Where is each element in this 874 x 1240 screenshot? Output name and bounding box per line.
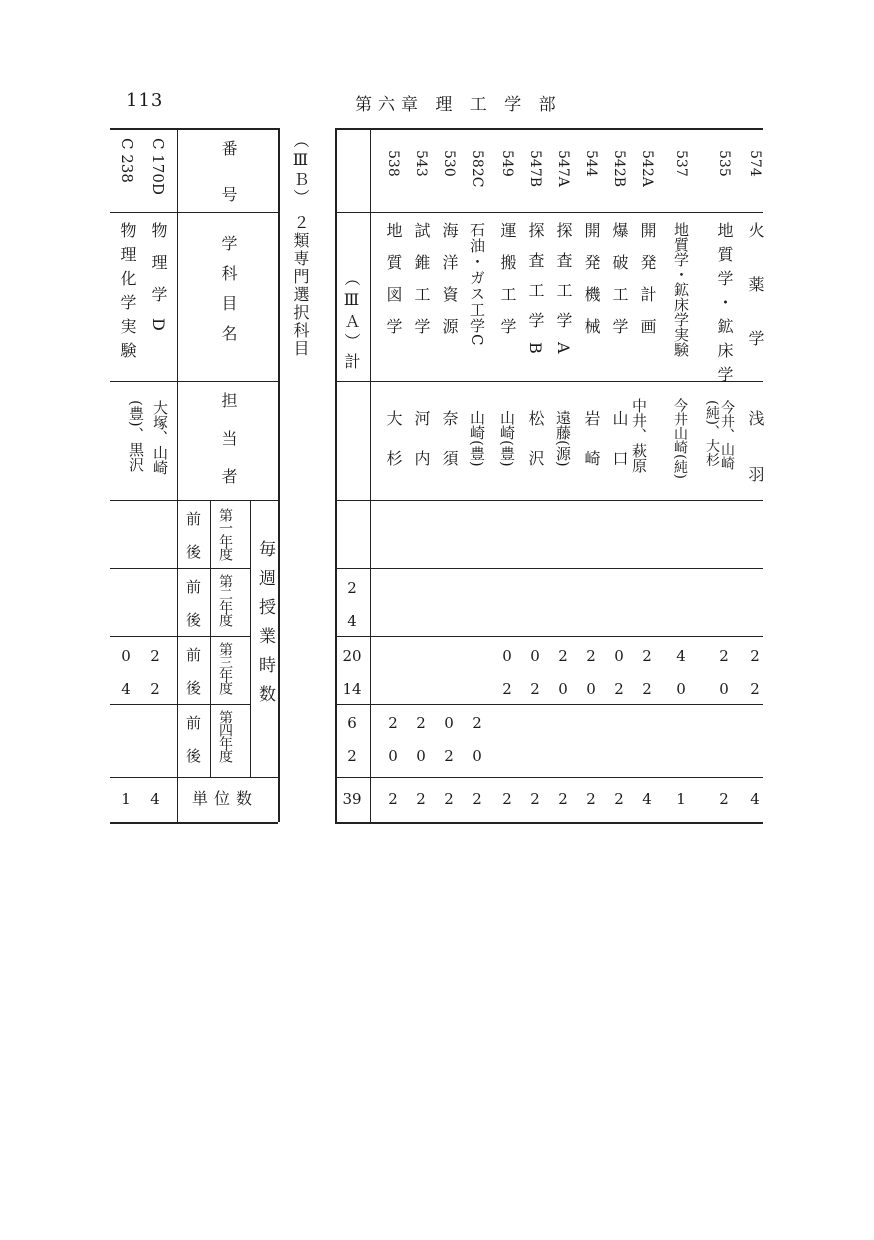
y3-zen-value: 2 — [750, 647, 760, 665]
course-number: 582C — [469, 150, 485, 188]
course-name: 地質図学 — [384, 222, 403, 350]
section-title: （ⅢＢ） ２類専門選択科目 — [291, 132, 310, 359]
course-number: 538 — [385, 150, 401, 177]
course-teacher: 遠藤(源) — [554, 410, 572, 467]
total-y2-zen: 2 — [347, 579, 357, 597]
y3-go-value: 0 — [586, 680, 596, 698]
course-number: 542A — [639, 150, 655, 187]
label-go: 後 — [186, 747, 202, 765]
credits-value: 2 — [388, 790, 398, 808]
total-credits: 39 — [342, 790, 362, 808]
course-teacher: 河内 — [412, 410, 431, 490]
y4-go-value: 2 — [444, 747, 454, 765]
course-name: 石油・ガス工学C — [468, 222, 486, 347]
credits-value: 4 — [750, 790, 760, 808]
course-number: 537 — [673, 150, 689, 177]
y3-zen-value: 2 — [719, 647, 729, 665]
header-subject-name: 学科目名 — [219, 235, 238, 355]
header-year-1: 第一年度 — [217, 508, 233, 560]
y3-zen-value: 0 — [530, 647, 540, 665]
course-number: 547B — [527, 150, 543, 188]
credits-value: 2 — [558, 790, 568, 808]
header-credits: 単位数 — [192, 789, 259, 808]
course-number: 549 — [499, 150, 515, 177]
credits-value: 2 — [472, 790, 482, 808]
course-teacher: 山崎(豊) — [468, 410, 486, 467]
course-teacher: 岩崎 — [582, 410, 601, 490]
y3-go-value: 2 — [502, 680, 512, 698]
label-zen: 前 — [186, 646, 202, 664]
y3-go-value: 2 — [614, 680, 624, 698]
y3-zen-value: 0 — [502, 647, 512, 665]
y4-go-value: 0 — [416, 747, 426, 765]
course-teacher: 今井、山崎(純)、大杉 — [704, 400, 735, 470]
course-number: 574 — [747, 150, 763, 177]
course-name: 運搬工学 — [498, 222, 517, 350]
y4-zen-value: 2 — [416, 714, 426, 732]
course-number: 544 — [583, 150, 599, 177]
y3-go-value: 0 — [676, 680, 686, 698]
course-name: 火薬学 — [746, 222, 765, 384]
total-y4-zen: 6 — [347, 714, 357, 732]
course-name: 開発機械 — [582, 222, 601, 350]
y3-go-value: 0 — [558, 680, 568, 698]
chapter-title: 第六章 理 工 学 部 — [355, 95, 562, 115]
credits-value: 1 — [121, 790, 131, 808]
y3-zen-value: 2 — [558, 647, 568, 665]
y4-go-value: 0 — [388, 747, 398, 765]
y3-zen-value: 2 — [642, 647, 652, 665]
y3-zen-value: 2 — [586, 647, 596, 665]
label-zen: 前 — [186, 510, 202, 528]
course-name: 地質学・鉱床学 — [715, 222, 734, 390]
label-zen: 前 — [186, 578, 202, 596]
y4-zen-value: 2 — [472, 714, 482, 732]
course-teacher: 山口 — [610, 410, 629, 490]
credits-value: 2 — [614, 790, 624, 808]
y3-zen-value: 0 — [614, 647, 624, 665]
header-year-2: 第二年度 — [217, 574, 233, 626]
total-y3-go: 14 — [342, 680, 362, 698]
course-name: 探査工学A — [554, 222, 573, 368]
course-number: 530 — [441, 150, 457, 177]
row-teacher: 大塚、山崎 — [151, 400, 169, 475]
total-y2-go: 4 — [347, 612, 357, 630]
y3-go-value: 2 — [750, 680, 760, 698]
credits-value: 2 — [586, 790, 596, 808]
course-name: 探査工学B — [526, 222, 545, 368]
y3-go-value: 0 — [719, 680, 729, 698]
course-teacher: 中井、萩原 — [630, 398, 648, 473]
course-teacher: 松沢 — [526, 410, 545, 490]
total-label: （ⅢＡ）計 — [342, 270, 361, 373]
label-go: 後 — [186, 543, 202, 561]
credits-value: 2 — [444, 790, 454, 808]
course-teacher: 浅羽 — [746, 410, 765, 522]
course-name: 試錐工学 — [412, 222, 431, 350]
y3-go-value: 4 — [121, 680, 131, 698]
header-weekly-hours: 毎週授業時数 — [255, 540, 275, 714]
total-y4-go: 2 — [347, 747, 357, 765]
course-number: 543 — [413, 150, 429, 177]
y3-zen-value: 0 — [121, 647, 131, 665]
course-name: 海洋資源 — [440, 222, 459, 350]
credits-value: 1 — [676, 790, 686, 808]
row-subject-name: 物理化学実験 — [118, 222, 137, 366]
y3-go-value: 2 — [530, 680, 540, 698]
header-number: 番号 — [219, 140, 238, 232]
header-teacher: 担当者 — [219, 392, 238, 506]
course-teacher: 奈須 — [440, 410, 459, 490]
course-name: 開発計画 — [638, 222, 657, 350]
credits-value: 2 — [719, 790, 729, 808]
row-number: C 170D — [149, 138, 167, 195]
course-teacher: 大杉 — [384, 410, 403, 490]
credits-value: 4 — [642, 790, 652, 808]
y3-go-value: 2 — [642, 680, 652, 698]
page-number: 113 — [126, 90, 164, 111]
course-teacher: 今井山崎(純) — [672, 398, 688, 479]
course-teacher: 山崎(豊) — [498, 410, 516, 467]
label-go: 後 — [186, 611, 202, 629]
row-subject-name: 物理学D — [149, 222, 168, 347]
credits-value: 2 — [502, 790, 512, 808]
y4-go-value: 0 — [472, 747, 482, 765]
header-year-3: 第三年度 — [217, 642, 233, 694]
y4-zen-value: 0 — [444, 714, 454, 732]
course-number: 542B — [611, 150, 627, 188]
course-name: 地質学・鉱床学実験 — [672, 222, 690, 357]
header-year-4: 第四年度 — [217, 710, 233, 762]
course-number: 535 — [716, 150, 732, 177]
y3-zen-value: 4 — [676, 647, 686, 665]
course-name: 爆破工学 — [610, 222, 629, 350]
label-go: 後 — [186, 679, 202, 697]
course-number: 547A — [555, 150, 571, 187]
total-y3-zen: 20 — [342, 647, 362, 665]
credits-value: 4 — [150, 790, 160, 808]
y3-zen-value: 2 — [150, 647, 160, 665]
row-number: C 238 — [118, 138, 136, 183]
y4-zen-value: 2 — [388, 714, 398, 732]
y3-go-value: 2 — [150, 680, 160, 698]
credits-value: 2 — [416, 790, 426, 808]
label-zen: 前 — [186, 714, 202, 732]
credits-value: 2 — [530, 790, 540, 808]
row-teacher-note: (豊)、黒沢 — [127, 400, 145, 472]
